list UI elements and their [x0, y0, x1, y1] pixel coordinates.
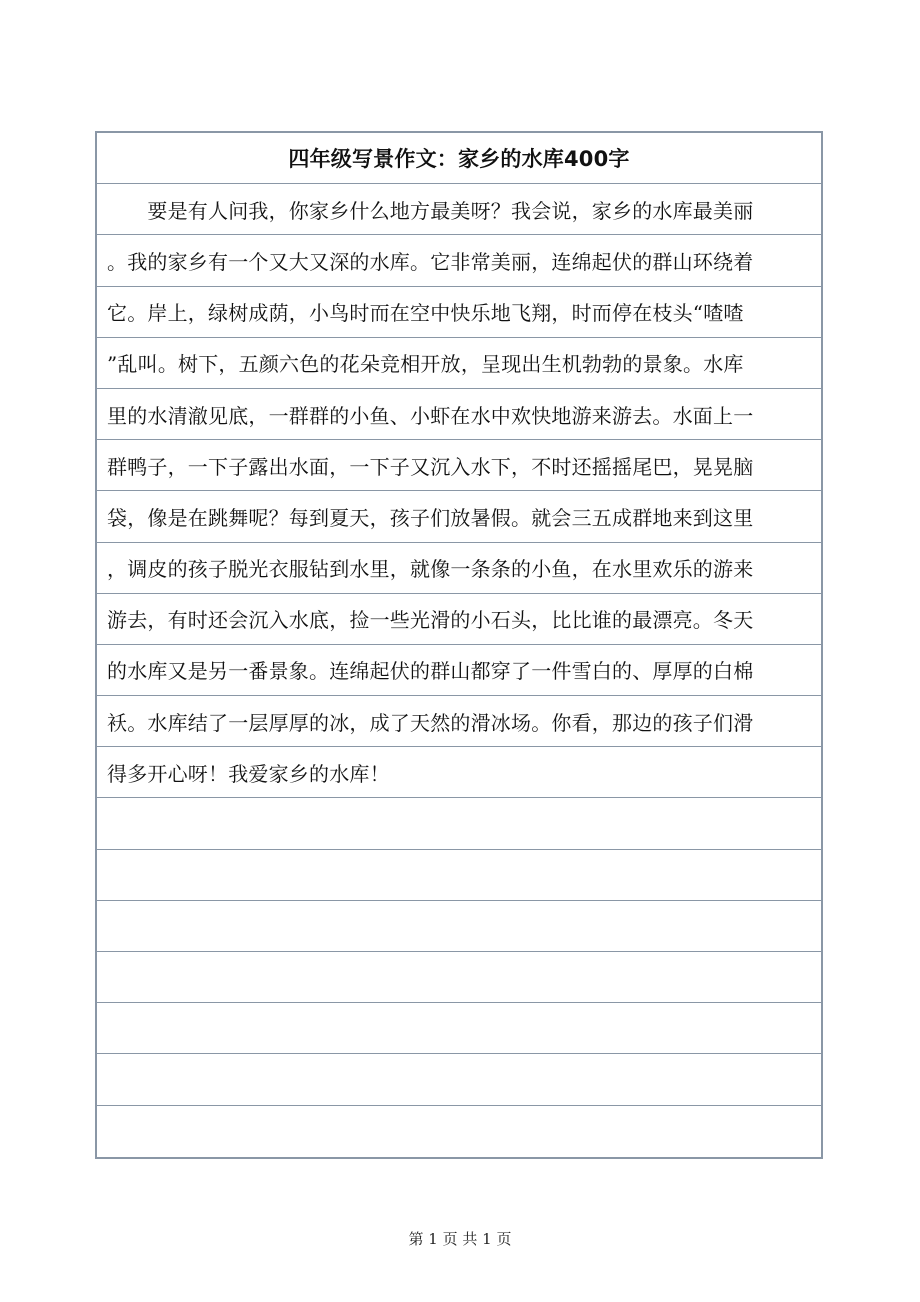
- essay-line: 要是有人问我，你家乡什么地方最美呀？我会说，家乡的水库最美丽: [97, 184, 821, 235]
- essay-line: 的水库又是另一番景象。连绵起伏的群山都穿了一件雪白的、厚厚的白棉: [97, 645, 821, 696]
- empty-line: [97, 952, 821, 1003]
- empty-line: [97, 1054, 821, 1105]
- empty-line: [97, 850, 821, 901]
- essay-grid-sheet: [95, 131, 823, 1159]
- essay-line: 游去，有时还会沉入水底，捡一些光滑的小石头，比比谁的最漂亮。冬天: [97, 594, 821, 645]
- essay-line: 它。岸上，绿树成荫，小鸟时而在空中快乐地飞翔，时而停在枝头“喳喳: [97, 287, 821, 338]
- page-number: 第 1 页 共 1 页: [408, 1230, 512, 1248]
- empty-line: [97, 901, 821, 952]
- empty-line: [97, 1003, 821, 1054]
- essay-line: 袋，像是在跳舞呢？每到夏天，孩子们放暑假。就会三五成群地来到这里: [97, 491, 821, 542]
- essay-line: 群鸭子，一下子露出水面，一下子又沉入水下，不时还摇摇尾巴，晃晃脑: [97, 440, 821, 491]
- empty-line: [97, 1106, 821, 1157]
- essay-line: ”乱叫。树下，五颜六色的花朵竞相开放，呈现出生机勃勃的景象。水库: [97, 338, 821, 389]
- essay-line: 袄。水库结了一层厚厚的冰，成了天然的滑冰场。你看，那边的孩子们滑: [97, 696, 821, 747]
- essay-line: 。我的家乡有一个又大又深的水库。它非常美丽，连绵起伏的群山环绕着: [97, 235, 821, 286]
- empty-line: [97, 798, 821, 849]
- essay-line: ，调皮的孩子脱光衣服钻到水里，就像一条条的小鱼，在水里欢乐的游来: [97, 543, 821, 594]
- essay-line: 得多开心呀！我爱家乡的水库！: [97, 747, 821, 798]
- essay-title: 四年级写景作文：家乡的水库400字: [97, 133, 821, 184]
- essay-line: 里的水清澈见底，一群群的小鱼、小虾在水中欢快地游来游去。水面上一: [97, 389, 821, 440]
